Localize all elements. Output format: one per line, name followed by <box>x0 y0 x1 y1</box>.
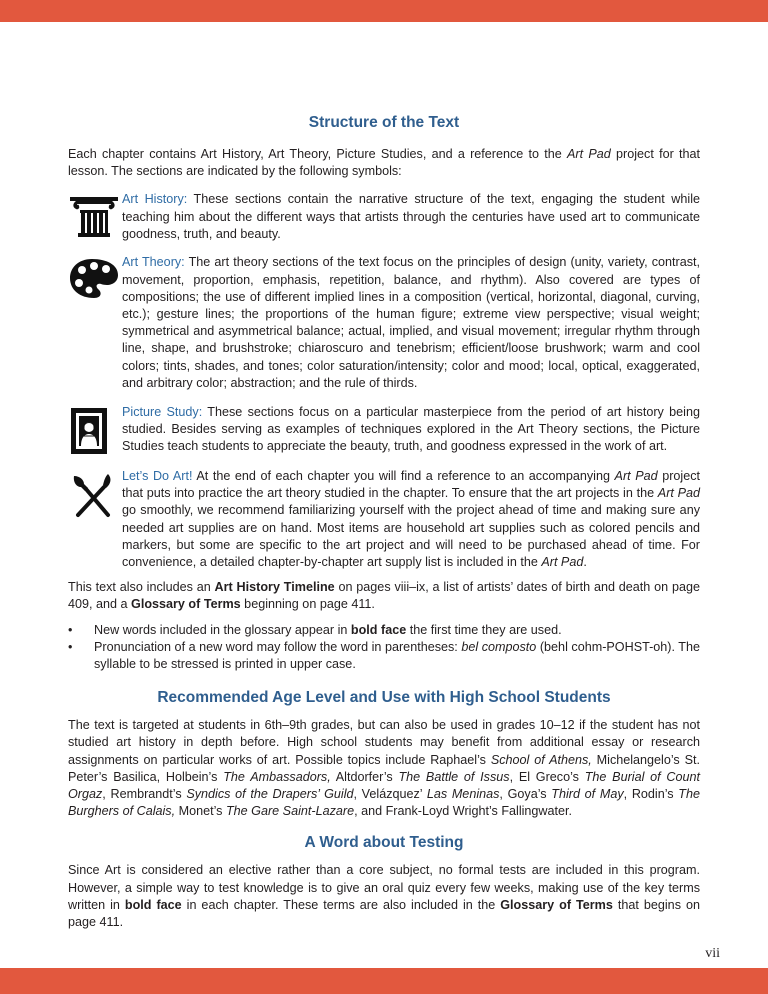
structure-intro: Each chapter contains Art History, Art Theory, Picture Studies, and a reference to the Art Pad project for that lesson. The sections are indicated by the following symbols: <box>68 147 701 179</box>
art-theory-text: Art Theory: The art theory sections of the text focus on the principles of design (unity, variety, contrast, movement, proportion, emphasis, repetition, balance, and rhythm). Also covered are types of compositions; the use of different implied lines in a composition (vertical, horizontal, diagonal, curving, etc.); gesture lines; the proportions of the human figure; extreme view perspective; visual weight; symmetrical and asymmetrical balance; actual, implied, and visual movement; irregular rhythm through line, shape, and brushstroke; chiaroscuro and tenebrism; efficient/loose brushwork; warm and cool colors; tints, shades, and tones; color saturation/intensity; color and mood; local, optical, exaggerated, and arbitrary color; abstraction; and the rule of thirds. <box>122 255 701 390</box>
crossed-brushes-icon <box>68 468 122 522</box>
symbol-art-history <box>68 191 700 245</box>
list-item: • New words included in the glossary appear in bold face the first time they are used. <box>68 622 562 637</box>
page-number: vii <box>705 946 720 961</box>
lets-do-art-label: Let’s Do Art! <box>122 469 193 484</box>
list-item: • Pronunciation of a new word may follow the word in parentheses: bel composto (behl cohm-POHST-oh). The syllable to be stressed is printed in upper case. <box>68 639 701 672</box>
testing-paragraph: Since Art is considered an elective rather than a core subject, no formal tests are included in this program. However, a simple way to test knowledge is to give an oral quiz every few weeks, making use of the key terms written in bold face in each chapter. These terms are also included in the Glossary of Terms that begins on page 411. <box>68 863 700 930</box>
symbol-lets-do-art <box>68 468 700 571</box>
art-history-label: Art History: <box>122 192 188 207</box>
symbol-art-theory <box>68 254 700 392</box>
page-content <box>68 112 700 931</box>
column-icon <box>68 191 122 245</box>
glossary-bullets <box>68 622 700 674</box>
art-history-text: Art History: These sections contain the narrative structure of the text, engaging the student while teaching him about the different ways that artists through the centuries have used art to communicate goodness, truth, and beauty. <box>122 192 700 241</box>
also-includes-paragraph: This text also includes an Art History Timeline on pages viii–ix, a list of artists’ dates of birth and death on page 409, and a Glossary of Terms beginning on page 411. <box>68 580 700 612</box>
picture-study-text: Picture Study: These sections focus on a particular masterpiece from the period of art history being studied. Besides serving as examples of techniques explored in the Art Theory sections, the Picture Studies teach students to appreciate the beauty, truth, and goodness expressed in the work of art. <box>122 405 700 454</box>
art-theory-label: Art Theory: <box>122 255 185 270</box>
heading-testing: A Word about Testing <box>304 834 464 852</box>
age-level-paragraph: The text is targeted at students in 6th–9th grades, but can also be used in grades 10–12 if the student has not studied art history in depth before. High school students may benefit from additional essay or research assignments on particular works of art. Possible topics include Raphael’s School of Athens, Michelangelo’s St. Peter’s Basilica, Holbein’s The Ambassadors, Altdorfer’s The Battle of Issus, El Greco’s The Burial of Count Orgaz, Rembrandt’s Syndics of the Drapers’ Guild, Velázquez’ Las Meninas, Goya’s Third of May, Rodin’s The Burghers of Calais, Monet’s The Gare Saint-Lazare, and Frank-Loyd Wright’s Fallingwater. <box>68 718 701 819</box>
framed-portrait-icon <box>68 404 122 458</box>
bottom-accent-bar <box>0 968 768 994</box>
lets-do-art-text: Let’s Do Art! At the end of each chapter you will find a reference to an accompanying Art Pad project that puts into practice the art theory studied in the chapter. To ensure that the art projects in the Art Pad go smoothly, we recommend familiarizing yourself with the project ahead of time and making sure any needed art supplies are on hand. Most items are household art supplies such as colored pencils and markers, but some are specific to the art project and will need to be purchased ahead of time. For convenience, a detailed chapter-by-chapter art supply list is included in the Art Pad. <box>122 469 701 570</box>
heading-age-level: Recommended Age Level and Use with High School Students <box>157 689 611 707</box>
picture-study-label: Picture Study: <box>122 405 203 420</box>
palette-icon <box>68 254 122 308</box>
top-accent-bar <box>0 0 768 22</box>
heading-structure: Structure of the Text <box>308 114 460 131</box>
symbol-picture-study <box>68 404 700 458</box>
